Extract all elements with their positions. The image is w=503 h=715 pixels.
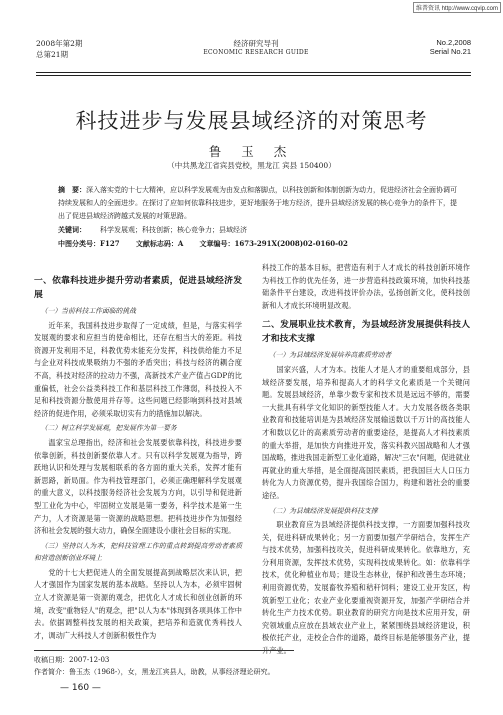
footnote — [34, 650, 294, 678]
keywords-line: 关键词： 科学发展观；科技创新；核心竞争力；县域经济 — [58, 225, 247, 234]
subsection-heading: （三）坚持以人为本，把科技管理工作的重点转到提高劳动者素质和营造创新创业环境上 — [34, 541, 242, 563]
paragraph: 科技工作的基本目标，把营造有利于人才成长的科技创新环境作为科技工作的优先任务，进一步营造科技政策环境，加快科技基础条件平台建设，改进科技评价办法，弘扬创新文化，使科技创新和人才成长环境明显改观。 — [262, 263, 470, 310]
paragraph: 近年来，我国科技进步取得了一定成绩，但是，与落实科学发展观的要求和应担当的使命相比，还存在相当大的差距。科技资源开发利用不足，科教优势未能充分发挥，科技供给能力不足与企业对科技成果吸纳力不强的矛盾突出；科技与经济的耦合度不高，科技对经济的拉动力不强，高新技术产业产值占GDP的比重偏低，社会公益类科技工作和基层科技工作薄弱，科技投入不足和科技资源分散使用并存等。这些问题已经影响到科技对县域经济的促进作用，必须采取切实有力的措施加以解决。 — [34, 320, 242, 418]
left-column — [34, 268, 242, 642]
abstract-text: 摘 要：深入落实党的十七大精神，应以科学发展观为由发点和落脚点，以科技创新和体制创新为动力，促进经济社会全面协调可持续发展和人的全面进步。在探讨了应如何依靠科技进步，更好地服务于地方经济，提升县域经济发展的核心竞争力的条件下，提出了促进县域经济跨越式发展的对策思路。 — [58, 185, 457, 220]
header-rule-thin — [36, 75, 471, 76]
watermark-stamp: 维普资讯 http://www.cqvip.com — [413, 2, 501, 13]
journal-name: 经济研究导刊 ECONOMIC RESEARCH GUIDE — [203, 39, 309, 56]
section-heading-1: 一、依靠科技进步提升劳动者素质，促进县域经济发展 — [34, 276, 242, 300]
subsection-heading: （二）树立科学发展观，把发展作为第一要务 — [40, 424, 177, 433]
subsection-heading: （一）为县域经济发展培养高素质劳动者 — [268, 351, 392, 360]
abstract-block — [58, 183, 463, 251]
author-affiliation: （中共黑龙江省宾县党校，黑龙江 宾县 150400） — [167, 161, 336, 170]
serial-info: No.2,2008 Serial No.21 — [429, 38, 471, 56]
author-name: 鲁 玉 杰 — [208, 144, 295, 159]
journal-header — [36, 38, 471, 60]
section-heading-2: 二、发展职业技术教育，为县域经济发展提供科技人才和技术支撑 — [262, 320, 470, 345]
received-date: 收稿日期：2007-12-03 — [34, 656, 110, 664]
header-rule — [36, 72, 471, 73]
issue-info: 2008年第2期 总第21期 — [36, 39, 83, 59]
author-bio: 作者简介：鲁玉杰（1968-），女，黑龙江宾县人，助教，从事经济理论研究。 — [34, 668, 275, 676]
paragraph: 党的十七大把促进人的全面发展提高到战略层次来认识，把人才强国作为国家发展的基本战略。坚持以人为本，必须牢固树立人才资源是第一资源的观念，把优化人才成长和创业创新的环境，改变"重物轻人"的观念，把"以人为本"体现到各项具体工作中去。依据调整科技发展的相关政策，把培养和造就优秀科技人才，调动广大科技人才创新积极性作为 — [34, 567, 242, 640]
paragraph: 国家兴盛，人才为本。技能人才是人才的重要组成部分，县域经济要发展，培养和提高人才的科学文化素质是一个关键问题。发展县域经济，单靠少数专家和技术员是远远不够的，需要一大批具有科学文化知识的新型技能人才。大力发展各级各类职业教育和技能培训是为县域经济发展输送数以千万计的高技能人才和数以亿计的高素质劳动者的重要途径，是提高人才科技素质的重大举措，是加快方向推进开发，落实科教兴国战略和人才强国战略，推进我国走新型工业化道路，解决"三农"问题，促进就业再就业的重大举措，是全面提高国民素质，把我国巨大人口压力转化为人力资源优势，提升我国综合国力，构建和谐社会的重要途径。 — [262, 364, 470, 500]
subsection-heading: （一）当前科技工作面临的挑战 — [40, 307, 136, 315]
article-title: 科技进步与发展县域经济的对策思考 — [75, 109, 428, 133]
page-number: — 160 — — [60, 683, 101, 693]
paragraph: 温家宝总理指出，经济和社会发展要依靠科技，科技进步要依靠创新，科技创新要依靠人才。只有以科学发展观为指导，跨跃地认识和处理与发展相联系的各方面的重大关系，发挥才能有新思路，新局面。作为科技管理部门，必须正确理解科学发展观的重大意义，以科技服务经济社会发展为方向，以引导和促进新型工业化为中心，牢固树立发展是第一要务，科学技术是第一生产力，人才资源是第一资源的战略思想。把科技进步作为加强经济和社会发展的强大动力，确保全面建设小康社会目标的实现。 — [34, 437, 242, 536]
subsection-heading: （二）为县域经济发展提供科技支撑 — [268, 506, 378, 515]
classification-line: 中图分类号：F127 文献标志码：A 文章编号：1673-291X(2008)02-0160-02 — [58, 239, 348, 248]
right-column — [262, 262, 470, 658]
paragraph: 职业教育应为县域经济提供科技支撑，一方面要加强科技攻关，促进科研成果转化；另一方面要加强产学研结合，发挥生产与技术优势，加强科技攻关，促进科研成果转化。依靠地方，充分利用资源，发挥技术优势，实现科技成果转化。如：依靠科学技术，优化种植业布局；建设生态林业，保护和改善生态环境；利用资源优势，发展畜牧养殖和秸秆饲料；建设工业开发区，构筑新型工业化；农业产业化要重视资源开发，加强产学研结合并转化生产力技术优势。职业教育的研究方向是技术应用开发，研究领域重点应放在县域农业产业上，紧紧围绕县域经济建设，积极依托产业，走校企合作的道路，最终目标是能够服务产业，提升产业。 — [262, 520, 470, 656]
